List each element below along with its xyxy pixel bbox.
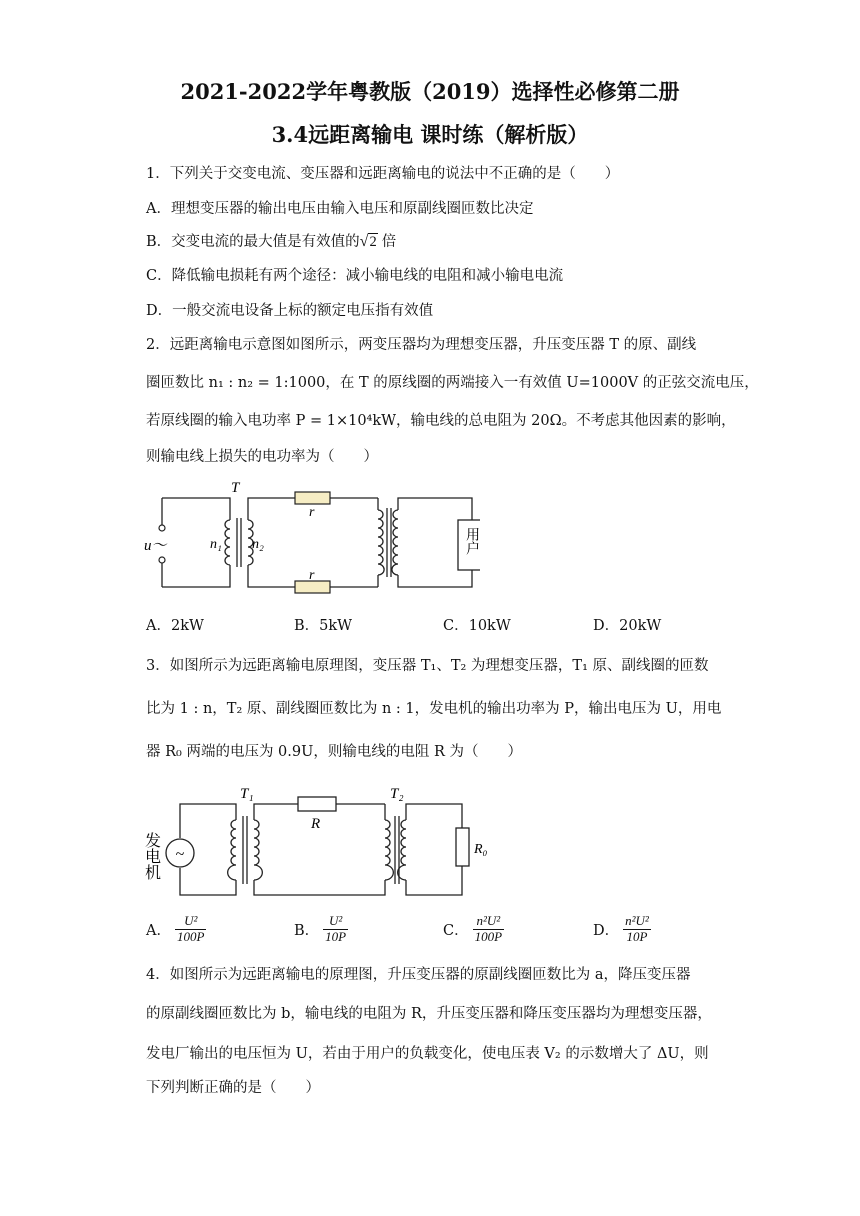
q3-option-c-num: n²U²	[473, 914, 504, 930]
q3-option-c	[443, 914, 504, 945]
q1-option-b	[146, 230, 396, 251]
q3-stem-line3: 器 R₀ 两端的电压为 0.9U，则输电线的电阻 R 为（ ）	[146, 744, 522, 760]
q4-stem-line2: 的原副线圈匝数比为 b，输电线的电阻为 R，升压变压器和降压变压器均为理想变压器，	[146, 1006, 712, 1022]
q3-option-c-fraction	[473, 914, 504, 945]
q1-option-b-sqrt: 2	[369, 234, 377, 250]
q2-option-b: B．5kW	[294, 618, 353, 634]
q1-option-b-suffix: 倍	[381, 234, 397, 250]
q3-label-generator: 发电机	[142, 832, 162, 880]
q2-stem-line1: 2．远距离输电示意图如图所示，两变压器均为理想变压器，升压变压器 T 的原、副线	[146, 337, 697, 353]
q3-option-d-letter: D．	[593, 922, 620, 939]
q3-option-a-letter: A．	[146, 922, 171, 939]
q3-option-a-num: U²	[175, 914, 206, 930]
q3-option-d	[593, 914, 651, 945]
q3-option-a-fraction	[175, 914, 206, 945]
q2-label-u: u～	[144, 538, 167, 554]
q3-label-t1: T₁	[240, 786, 254, 802]
q2-stem-line3: 若原线圈的输入电功率 P = 1×10⁴kW，输电线的总电阻为 20Ω。不考虑其他因素的影响，	[146, 413, 736, 429]
q1-option-c: C．降低输电损耗有两个途径：减小输电线的电阻和减小输电电流	[146, 268, 564, 284]
q4-stem-line4: 下列判断正确的是（ ）	[146, 1080, 320, 1096]
document-title-line1: 2021-2022学年粤教版（2019）选择性必修第二册	[180, 79, 680, 104]
q2-stem-line4: 则输电线上损失的电功率为（ ）	[146, 449, 378, 465]
q1-option-b-text: B．交变电流的最大值是有效值的	[146, 234, 360, 250]
q3-option-b-letter: B．	[294, 922, 320, 939]
sqrt-symbol: √	[359, 233, 369, 250]
q1-option-a: A．理想变压器的输出电压由输入电压和原副线圈匝数比决定	[146, 201, 534, 217]
q2-label-user: 用户	[464, 527, 480, 555]
q2-label-n2: n₂	[252, 537, 264, 552]
q2-stem-line2: 圈匝数比 n₁ : n₂ = 1:1000，在 T 的原线圈的两端接入一有效值 U=1000V 的正弦交流电压，	[146, 375, 759, 391]
q3-option-d-fraction	[623, 914, 651, 945]
q3-option-b-den: 10P	[325, 928, 347, 944]
q3-option-a-den: 100P	[176, 928, 205, 944]
q3-label-r: R	[311, 816, 321, 832]
q4-stem-line3: 发电厂输出的电压恒为 U，若由于用户的负载变化，使电压表 V₂ 的示数增大了 ΔU，则	[146, 1046, 709, 1062]
q3-label-t2: T₂	[390, 786, 404, 802]
q2-label-r-top: r	[309, 505, 315, 520]
q3-option-d-den: 10P	[626, 928, 648, 944]
q3-option-d-num: n²U²	[625, 913, 649, 928]
q3-stem-line2: 比为 1 : n，T₂ 原、副线圈匝数比为 n : 1，发电机的输出功率为 P，输出电压为 U，用电	[146, 701, 722, 717]
q2-terminal-bottom	[159, 557, 165, 563]
q3-label-r0: R₀	[474, 842, 488, 857]
q2-label-r-bottom: r	[309, 568, 315, 583]
q3-option-b-num: U²	[323, 914, 348, 930]
q3-option-a	[146, 914, 206, 945]
q2-circuit-diagram	[140, 480, 480, 600]
q3-option-c-letter: C．	[443, 922, 469, 939]
q2-terminal-top	[159, 525, 165, 531]
q3-stem-line1: 3．如图所示为远距离输电原理图，变压器 T₁、T₂ 为理想变压器，T₁ 原、副线圈的匝数	[146, 658, 709, 674]
q3-option-b-fraction	[323, 914, 348, 945]
q3-circuit-diagram	[140, 780, 500, 905]
q2-resistor-top	[295, 492, 330, 504]
q2-option-c: C．10kW	[443, 618, 511, 634]
q2-label-t: T	[231, 480, 240, 496]
q2-option-a: A．2kW	[146, 618, 204, 634]
q3-option-c-den: 100P	[474, 928, 503, 944]
document-title-line2: 3.4远距离输电 课时练（解析版）	[271, 122, 589, 147]
q3-option-b	[294, 914, 348, 945]
q3-generator-wave: ~	[175, 846, 185, 863]
q4-stem-line1: 4．如图所示为远距离输电的原理图，升压变压器的原副线圈匝数比为 a，降压变压器	[146, 967, 691, 983]
q2-label-n1: n₁	[210, 537, 222, 552]
q3-resistor-r	[298, 797, 336, 811]
q1-option-d: D．一般交流电设备上标的额定电压指有效值	[146, 303, 434, 319]
q3-resistor-r0	[456, 828, 469, 866]
q1-stem: 1．下列关于交变电流、变压器和远距离输电的说法中不正确的是（ ）	[146, 166, 620, 182]
q2-option-d: D．20kW	[593, 618, 662, 634]
